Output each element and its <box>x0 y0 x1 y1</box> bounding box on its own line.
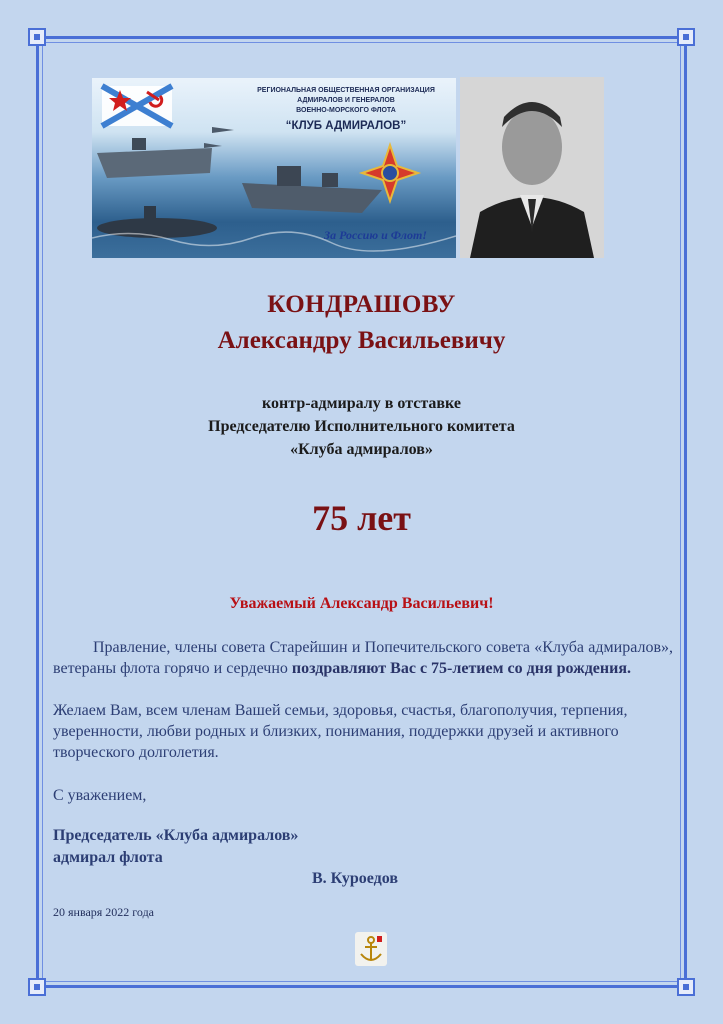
org-line-2: АДМИРАЛОВ И ГЕНЕРАЛОВ <box>297 97 395 104</box>
greeting: Уважаемый Александр Васильевич! <box>229 595 494 612</box>
motto: За Россию и Флот! <box>324 228 427 242</box>
anchor-icon <box>355 932 387 966</box>
wishes-paragraph: Желаем Вам, всем членам Вашей семьи, здоровья, счастья, благополучия, терпения, уверенности, любви родных и близких, понимания, поддержки друзей и активного творческого долголетия. <box>53 702 628 761</box>
rank-line-3: «Клуба адмиралов» <box>290 441 433 458</box>
congratulation-paragraph <box>53 637 673 679</box>
anchor-emblem-icon <box>355 932 387 966</box>
rank-line-2: Председателю Исполнительного комитета <box>208 418 515 435</box>
regards: С уважением, <box>53 787 147 804</box>
org-name <box>242 86 450 116</box>
corner-ornament-bottom-left <box>28 978 46 996</box>
portrait-photo <box>460 77 604 258</box>
club-name: “КЛУБ АДМИРАЛОВ” <box>285 120 407 132</box>
org-line-1: РЕГИОНАЛЬНАЯ ОБЩЕСТВЕННАЯ ОРГАНИЗАЦИЯ <box>257 87 435 94</box>
anniversary-age: 75 лет <box>312 498 411 538</box>
club-banner-image <box>92 78 456 258</box>
signature-title-2: адмирал флота <box>53 849 163 866</box>
corner-ornament-bottom-right <box>677 978 695 996</box>
rank-line-1: контр-адмиралу в отставке <box>262 395 461 412</box>
org-line-3: ВОЕННО-МОРСКОГО ФЛОТА <box>296 107 396 114</box>
corner-ornament-top-left <box>28 28 46 46</box>
portrait-silhouette <box>460 77 604 258</box>
signature-name: В. Куроедов <box>312 870 398 887</box>
recipient-given-name: Александру Васильевичу <box>217 327 506 354</box>
signature-title-1: Председатель «Клуба адмиралов» <box>53 827 299 844</box>
recipient-surname: КОНДРАШОВУ <box>267 291 456 318</box>
paragraph-1-bold: поздравляют Вас с 75-летием со дня рождения. <box>291 660 631 677</box>
corner-ornament-top-right <box>677 28 695 46</box>
paragraph-1-text: Правление, члены совета Старейшин и Попечительского совета «Клуба адмиралов», ветераны флота горячо и сердечно <box>53 639 673 677</box>
document-date: 20 января 2022 года <box>53 905 155 919</box>
